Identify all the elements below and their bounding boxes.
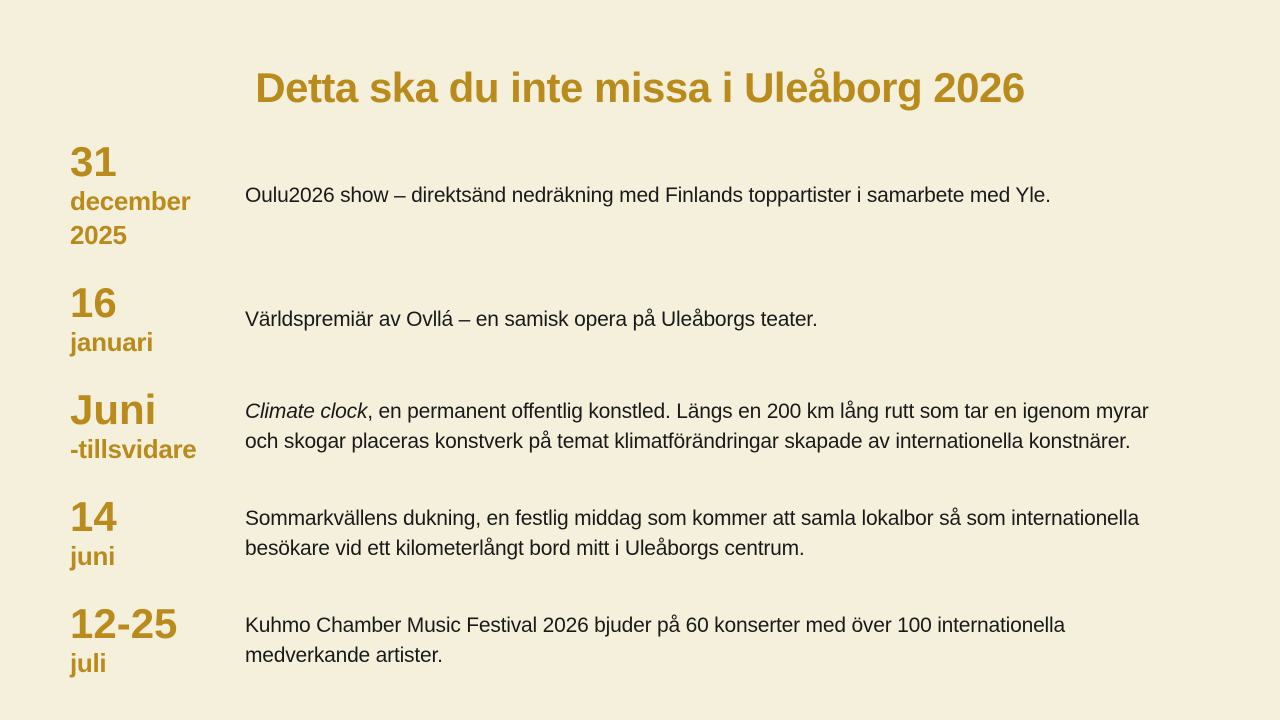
event-description [245, 397, 1160, 457]
event-list [64, 140, 1160, 680]
event-description [245, 305, 1160, 335]
event-date-line: 12-25 [70, 600, 178, 647]
event-date-line: 16 [70, 279, 117, 326]
event-description-segment: Oulu2026 show – direktsänd nedräkning med Finlands toppartister i samarbete med Yle. [245, 184, 1051, 207]
event-date-line: 31 [70, 138, 117, 185]
event-date [64, 140, 245, 252]
event-date-line: 14 [70, 493, 117, 540]
event-date-line: -tillsvidare [70, 434, 197, 464]
event-date-line: juni [70, 541, 116, 571]
event-date-line: Juni [70, 386, 157, 433]
event-description-segment: Världspremiär av Ovllá – en samisk opera på Uleåborgs teater. [245, 308, 818, 331]
event-description [245, 504, 1160, 564]
event-description [245, 181, 1160, 211]
event-date-line: december [70, 186, 191, 216]
event-row [64, 140, 1160, 252]
event-date-line: januari [70, 327, 154, 357]
event-row [64, 388, 1160, 466]
event-date [64, 281, 245, 359]
event-row [64, 281, 1160, 359]
event-description-segment: Kuhmo Chamber Music Festival 2026 bjuder på 60 konserter med över 100 internationella medverkande artister. [245, 614, 1065, 667]
event-description-segment: Sommarkvällens dukning, en festlig middag som kommer att samla lokalbor så som internationella besökare vid ett kilometerlångt bord mitt i Uleåborgs centrum. [245, 507, 1139, 560]
event-description-segment: Climate clock [245, 400, 368, 423]
event-description-segment: , en permanent offentlig konstled. Längs en 200 km lång rutt som tar en igenom myrar och skogar placeras konstverk på temat klimatförändringar skapade av internationella konstnärer. [245, 400, 1149, 453]
slide [0, 62, 1280, 720]
event-row [64, 495, 1160, 573]
event-date-line: 2025 [70, 220, 127, 250]
event-date [64, 602, 245, 680]
event-description [245, 611, 1160, 671]
event-date-line: juli [70, 648, 107, 678]
event-row [64, 602, 1160, 680]
page-title: Detta ska du inte missa i Uleåborg 2026 [255, 64, 1025, 111]
event-date [64, 388, 245, 466]
event-date [64, 495, 245, 573]
